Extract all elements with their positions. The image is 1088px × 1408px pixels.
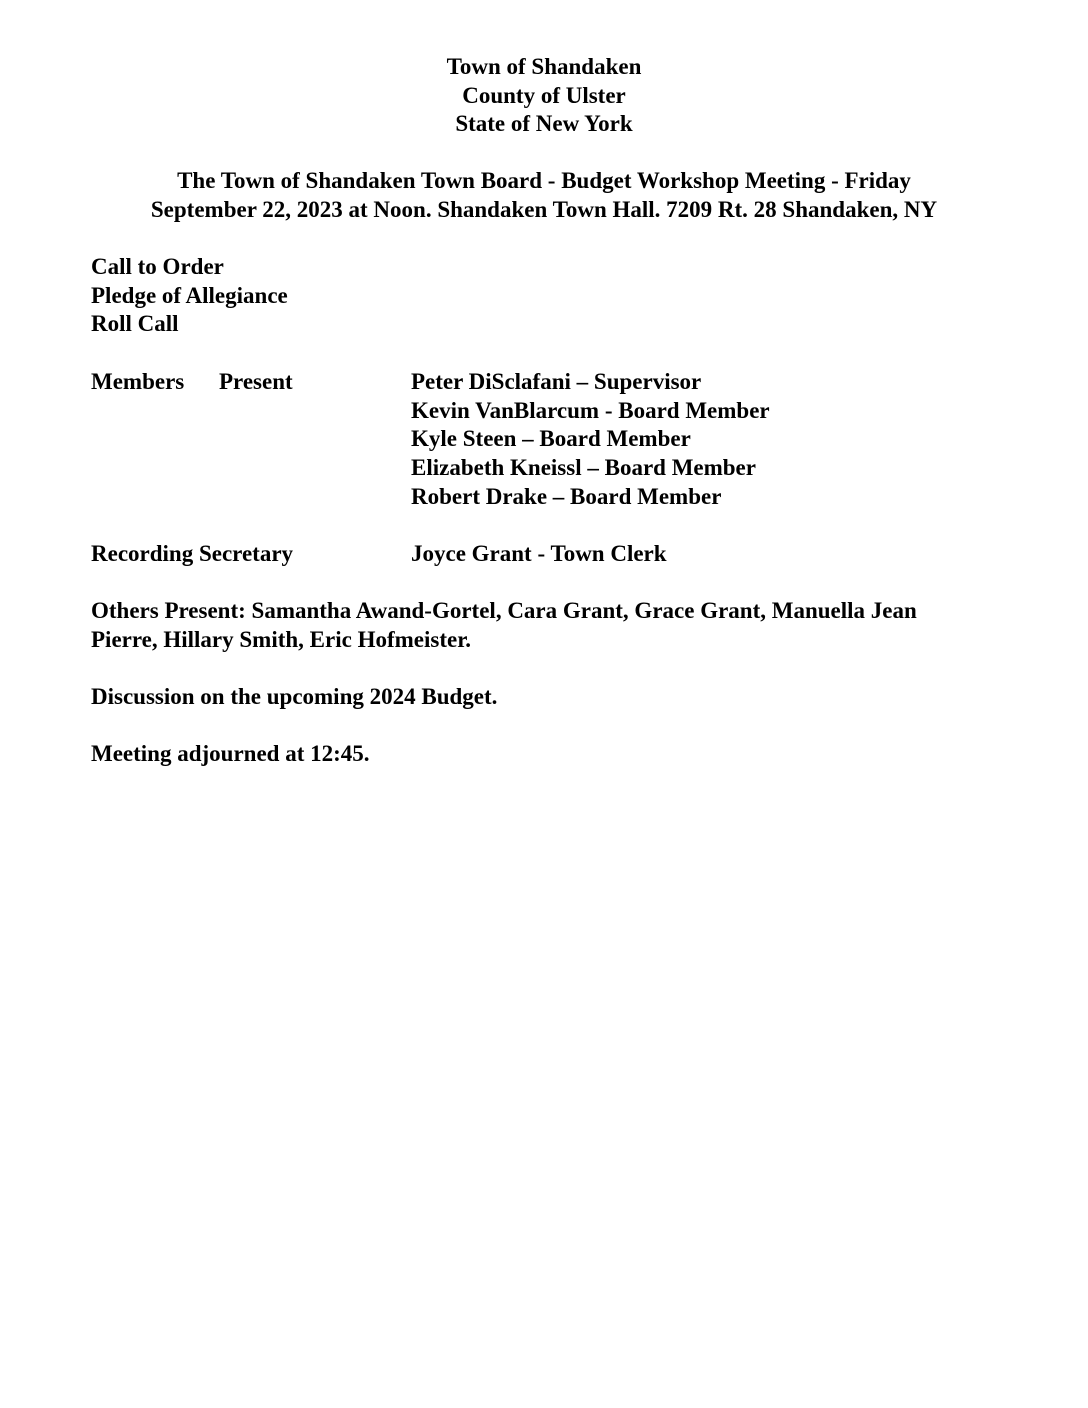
others-present-paragraph [91, 597, 1001, 654]
recording-secretary-label: Recording Secretary [91, 541, 294, 566]
recording-secretary-row [91, 540, 1011, 569]
others-present-line-1: Others Present: Samantha Awand-Gortel, Cara Grant, Grace Grant, Manuella Jean [91, 598, 917, 623]
agenda-item-call-to-order: Call to Order [91, 254, 224, 279]
meeting-title-line-1: The Town of Shandaken Town Board - Budget Workshop Meeting - Friday [177, 168, 911, 193]
agenda-item-roll-call: Roll Call [91, 311, 179, 337]
meeting-title [0, 167, 1088, 224]
recording-secretary-value: Joyce Grant - Town Clerk [411, 541, 667, 566]
county-name: County of Ulster [462, 82, 626, 108]
member-entry: Kyle Steen – Board Member [411, 426, 691, 452]
member-entry: Peter DiSclafani – Supervisor [411, 369, 702, 394]
members-label: Members [91, 369, 185, 394]
member-entry: Robert Drake – Board Member [411, 483, 722, 509]
agenda-item-pledge: Pledge of Allegiance [91, 282, 288, 308]
member-entry: Elizabeth Kneissl – Board Member [411, 455, 756, 481]
town-name: Town of Shandaken [446, 54, 642, 79]
adjournment-paragraph: Meeting adjourned at 12:45. [91, 741, 370, 766]
discussion-paragraph: Discussion on the upcoming 2024 Budget. [91, 684, 498, 709]
meeting-title-line-2: September 22, 2023 at Noon. Shandaken Town Hall. 7209 Rt. 28 Shandaken, NY [150, 196, 938, 222]
agenda-list [91, 253, 288, 339]
present-label: Present [219, 369, 293, 394]
document-header [0, 53, 1088, 139]
state-name: State of New York [455, 111, 633, 137]
members-present-section [91, 368, 1011, 511]
others-present-line-2: Pierre, Hillary Smith, Eric Hofmeister. [91, 626, 472, 652]
member-entry: Kevin VanBlarcum - Board Member [411, 397, 770, 423]
